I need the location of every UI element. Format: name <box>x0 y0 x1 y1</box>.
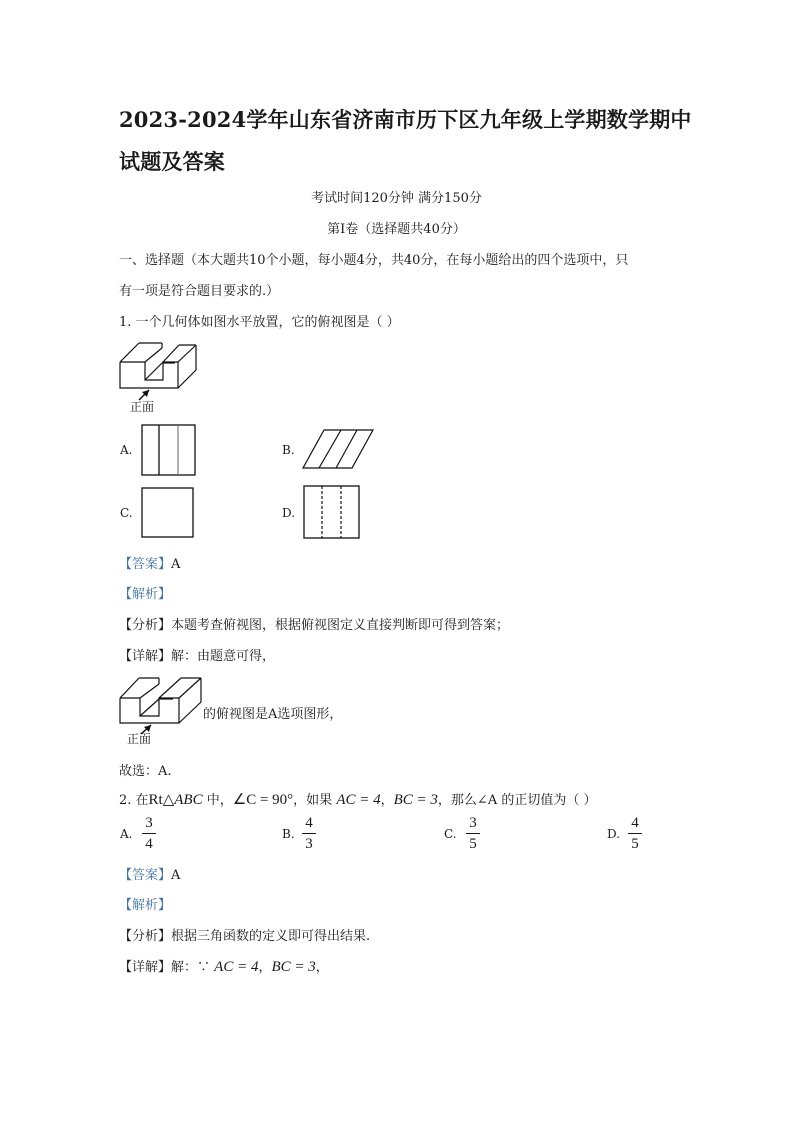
option-a-label: A. <box>120 443 133 457</box>
section-instructions-line-1: 一、选择题（本大题共10个小题，每小题4分，共40分，在每小题给出的四个选项中，只 <box>119 253 629 268</box>
fenxi-text: 本题考查俯视图，根据俯视图定义直接判断即可得到答案； <box>171 618 510 633</box>
solution-figure-caption: 的俯视图是A选项图形， <box>203 707 343 722</box>
denominator: 5 <box>469 836 477 852</box>
question-1-analysis-tag: 【解析】 <box>119 587 172 602</box>
document-title-line-2: 试题及答案 <box>119 149 225 174</box>
option-d-label: D. <box>282 506 296 520</box>
numerator: 4 <box>305 815 313 831</box>
bc-expression: BC = 3 <box>271 959 316 975</box>
q2-option-b-label: B. <box>282 827 295 841</box>
question-2-analysis-tag: 【解析】 <box>119 898 172 913</box>
numerator: 3 <box>145 815 153 831</box>
answer-value: A <box>171 557 181 572</box>
solution-front-view-label: 正面 <box>127 732 152 746</box>
xiangjie-text: 解：由题意可得， <box>171 649 276 664</box>
question-1-fenxi <box>119 614 509 633</box>
fenxi-text: 根据三角函数的定义即可得出结果. <box>171 929 371 944</box>
q2-option-d-label: D. <box>607 827 621 841</box>
triangle-name: ABC <box>174 792 203 808</box>
question-2-fenxi <box>119 925 370 944</box>
denominator: 5 <box>631 836 639 852</box>
stem-text: ，如果 <box>293 793 337 808</box>
denominator: 3 <box>305 836 313 852</box>
question-1-stem: 1. 一个几何体如图水平放置，它的俯视图是（ ） <box>119 315 400 330</box>
exam-info: 考试时间120分钟 满分150分 <box>311 191 482 206</box>
q2-option-a-label: A. <box>120 827 133 841</box>
stem-separator: ， <box>380 793 394 808</box>
numerator: 4 <box>631 815 639 831</box>
question-1-answer <box>119 553 180 572</box>
xiangjie-tag: 【详解】 <box>119 960 172 975</box>
q2-option-d-fraction <box>628 814 642 853</box>
answer-tag: 【答案】 <box>119 868 172 883</box>
question-2-answer <box>119 864 180 883</box>
question-2-stem <box>119 789 596 809</box>
option-c-label: C. <box>120 506 133 520</box>
answer-value: A <box>171 868 181 883</box>
option-d-figure <box>303 485 361 540</box>
q2-option-b-fraction <box>302 814 316 853</box>
separator: ， <box>258 960 272 975</box>
option-c-figure <box>141 487 195 539</box>
denominator: 4 <box>145 836 153 852</box>
option-b-label: B. <box>282 443 295 457</box>
xiangjie-tag: 【详解】 <box>119 649 172 664</box>
stem-text: 中， <box>202 793 233 808</box>
question-1-xiangjie <box>119 645 275 664</box>
stem-prefix: 2. 在 <box>119 793 149 808</box>
section-instructions-line-2: 有一项是符合题目要求的.） <box>119 284 280 299</box>
ac-expression: AC = 4 <box>336 792 381 808</box>
numerator: 3 <box>469 815 477 831</box>
answer-tag: 【答案】 <box>119 557 172 572</box>
volume-heading: 第Ⅰ卷（选择题共40分） <box>327 222 466 237</box>
question-1-conclusion: 故选：A. <box>119 764 172 779</box>
fenxi-tag: 【分析】 <box>119 929 172 944</box>
bc-expression: BC = 3 <box>393 792 438 808</box>
q2-option-c-label: C. <box>444 827 457 841</box>
ac-expression: AC = 4 <box>214 959 259 975</box>
front-view-label: 正面 <box>130 400 155 414</box>
q2-option-a-fraction <box>142 814 156 853</box>
xiangjie-prefix: 解：∵ <box>171 960 215 975</box>
fenxi-tag: 【分析】 <box>119 618 172 633</box>
document-title-line-1: 2023-2024学年山东省济南市历下区九年级上学期数学期中 <box>119 107 692 132</box>
question-2-xiangjie <box>119 956 329 976</box>
option-b-figure <box>302 429 376 471</box>
option-a-figure <box>141 424 197 476</box>
angle-c-expression: ∠C = 90° <box>232 792 294 808</box>
stem-tail: ，那么∠A 的正切值为（ ） <box>437 793 597 808</box>
q2-option-c-fraction <box>466 814 480 853</box>
question-1-solution-figure <box>119 676 205 728</box>
separator: ， <box>315 960 329 975</box>
rt-triangle-symbol: Rt△ <box>148 792 175 808</box>
